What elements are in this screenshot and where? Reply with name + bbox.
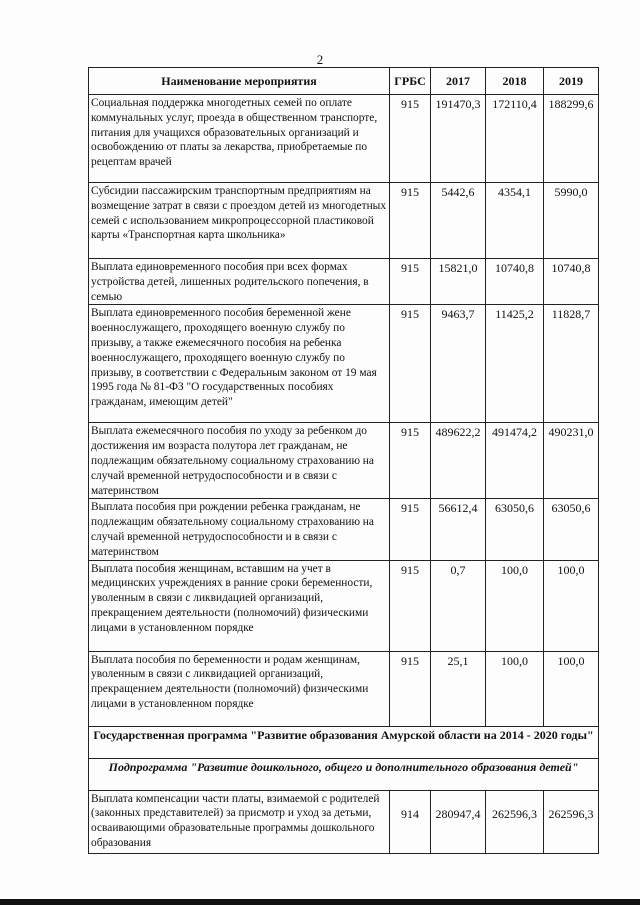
- header-name: Наименование мероприятия: [89, 68, 390, 95]
- row-2017: 5442,6: [431, 183, 486, 259]
- row-grbs: 915: [390, 423, 431, 499]
- table-row: [89, 651, 599, 726]
- header-2017: 2017: [431, 68, 486, 95]
- header-2019: 2019: [544, 68, 599, 95]
- subprogram-title: Подпрограмма "Развитие дошкольного, общего и дополнительного образования детей": [89, 758, 599, 790]
- row-2017: 25,1: [431, 651, 486, 726]
- expenditure-table: [88, 67, 599, 854]
- row-name: Субсидии пассажирским транспортным предприятиям на возмещение затрат в связи с проездом детей из многодетных семей с использованием микропроцессорной пластиковой карты «Транспортная карта школьника»: [89, 183, 390, 259]
- row-2019: 11828,7: [544, 305, 599, 423]
- row-2018: 100,0: [486, 560, 544, 651]
- table-row: [89, 259, 599, 305]
- table-row: [89, 183, 599, 259]
- row-2019: 100,0: [544, 560, 599, 651]
- row-name: Выплата пособия женщинам, вставшим на учет в медицинских учреждениях в ранние сроки беременности, уволенным в связи с ликвидацией организаций, прекращением деятельности (полномочий) физическими лицами в установленном порядке: [89, 560, 390, 651]
- row-2017: 489622,2: [431, 423, 486, 499]
- row-2019: 490231,0: [544, 423, 599, 499]
- row-name: Выплата единовременного пособия при всех формах устройства детей, лишенных родительского попечения, в семью: [89, 259, 390, 305]
- row-2019: 5990,0: [544, 183, 599, 259]
- table-header-row: [89, 68, 599, 95]
- row-2017: 9463,7: [431, 305, 486, 423]
- row-grbs: 915: [390, 183, 431, 259]
- row-grbs: 915: [390, 259, 431, 305]
- row-2019: 188299,6: [544, 95, 599, 183]
- row-2018: 4354,1: [486, 183, 544, 259]
- table-row: [89, 499, 599, 560]
- row-2018: 10740,8: [486, 259, 544, 305]
- row-2018: 63050,6: [486, 499, 544, 560]
- table-row: [89, 560, 599, 651]
- row-2017: 56612,4: [431, 499, 486, 560]
- row-name: Выплата компенсации части платы, взимаемой с родителей (законных представителей) за присмотр и уход за детьми, осваивающими образовательные программы дошкольного образования: [89, 790, 390, 853]
- row-2019: 10740,8: [544, 259, 599, 305]
- row-grbs: 915: [390, 499, 431, 560]
- page-number: 2: [316, 52, 324, 67]
- row-2018: 100,0: [486, 651, 544, 726]
- row-2019: 100,0: [544, 651, 599, 726]
- row-name: Выплата пособия при рождении ребенка гражданам, не подлежащим обязательному социальному страхованию на случай временной нетрудоспособности и в связи с материнством: [89, 499, 390, 560]
- row-name: Социальная поддержка многодетных семей по оплате коммунальных услуг, проезда в общественном транспорте, питания для учащихся образовательных организаций и освобождению от платы за лекарства, приобретаемые по рецептам врачей: [89, 95, 390, 183]
- row-name: Выплата ежемесячного пособия по уходу за ребенком до достижения им возраста полутора лет гражданам, не подлежащим обязательному социальному страхованию на случай временной нетрудоспособности и в связи с материнством: [89, 423, 390, 499]
- program-title-row: [89, 726, 599, 758]
- row-2018: 172110,4: [486, 95, 544, 183]
- subprogram-title-row: [89, 758, 599, 790]
- row-name: Выплата единовременного пособия беременной жене военнослужащего, проходящего военную службу по призыву, а также ежемесячного пособия на ребенка военнослужащего, проходящего военную службу по призыву, в соответствии с Федеральным законом от 19 мая 1995 года № 81-ФЗ "О государственных пособиях гражданам, имеющим детей": [89, 305, 390, 423]
- row-2017: 280947,4: [431, 790, 486, 853]
- row-2018: 11425,2: [486, 305, 544, 423]
- row-grbs: 915: [390, 95, 431, 183]
- row-2019: 63050,6: [544, 499, 599, 560]
- row-grbs: 915: [390, 305, 431, 423]
- header-2018: 2018: [486, 68, 544, 95]
- table-row: [89, 95, 599, 183]
- row-grbs: 915: [390, 560, 431, 651]
- row-2017: 15821,0: [431, 259, 486, 305]
- table-row: [89, 305, 599, 423]
- program-title: Государственная программа "Развитие образования Амурской области на 2014 - 2020 годы": [89, 726, 599, 758]
- row-2017: 191470,3: [431, 95, 486, 183]
- row-2017: 0,7: [431, 560, 486, 651]
- table-row: [89, 423, 599, 499]
- row-grbs: 915: [390, 651, 431, 726]
- row-2018: 491474,2: [486, 423, 544, 499]
- row-2019: 262596,3: [544, 790, 599, 853]
- row-2018: 262596,3: [486, 790, 544, 853]
- row-grbs: 914: [390, 790, 431, 853]
- scan-edge: [0, 899, 640, 905]
- row-name: Выплата пособия по беременности и родам женщинам, уволенным в связи с ликвидацией организаций, прекращением деятельности (полномочий) физическими лицами в установленном порядке: [89, 651, 390, 726]
- table-row: [89, 790, 599, 853]
- header-grbs: ГРБС: [390, 68, 431, 95]
